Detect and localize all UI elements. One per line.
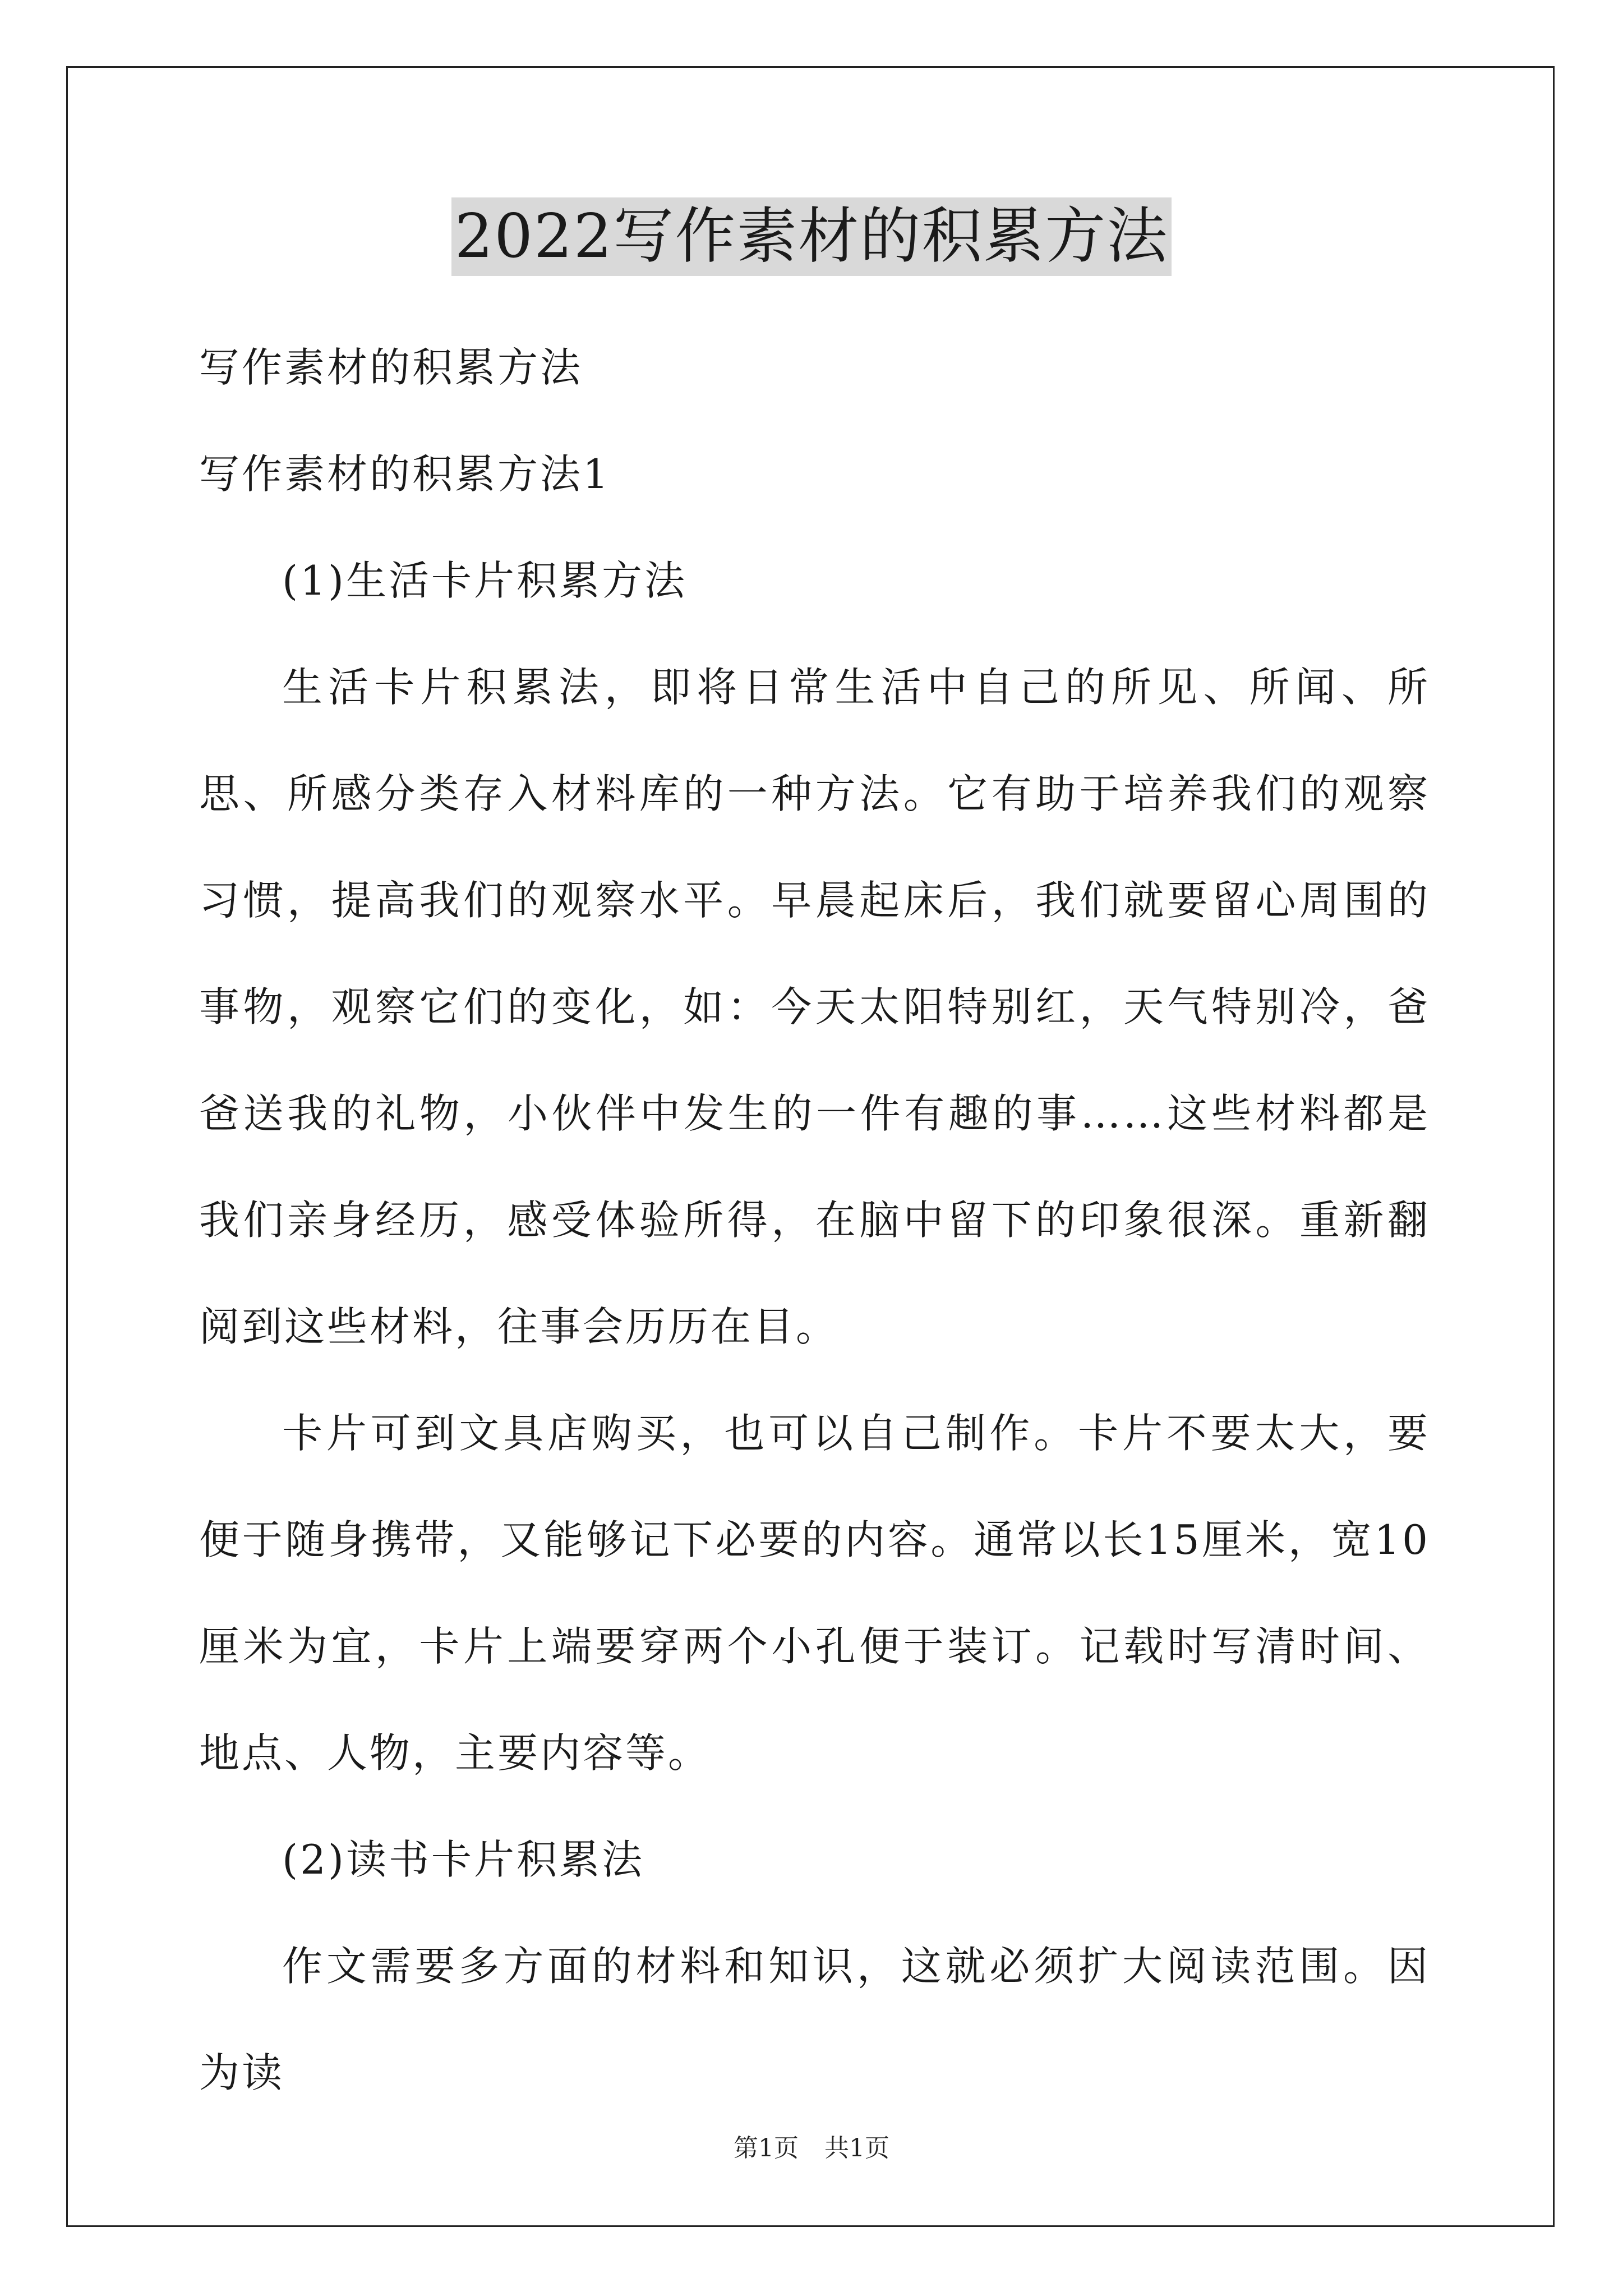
document-title: 2022写作素材的积累方法 <box>451 197 1172 276</box>
paragraph: (1)生活卡片积累方法 <box>282 557 687 604</box>
paragraph: 生活卡片积累法，即将日常生活中自己的所见、所闻、所思、所感分类存入材料库的一种方法。它有助于培养我们的观察习惯，提高我们的观察水平。早晨起床后，我们就要留心周围的事物，观察它们的变化，如：今天太阳特别红，天气特别冷，爸爸送我的礼物，小伙伴中发生的一件有趣的事……这些材料都是我们亲身经历，感受体验所得，在脑中留下的印象很深。重新翻阅到这些材料，往事会历历在目。 <box>199 664 1430 1350</box>
paragraph: 写作素材的积累方法1 <box>199 450 611 498</box>
page-footer <box>0 2132 1623 2165</box>
page-number-total: 共1页 <box>824 2134 889 2162</box>
paragraph: (2)读书卡片积累法 <box>282 1836 644 1883</box>
paragraph: 写作素材的积累方法 <box>199 344 583 391</box>
page-number-current: 第1页 <box>734 2134 799 2162</box>
document-body <box>199 314 1430 2126</box>
paragraph: 卡片可到文具店购买，也可以自己制作。卡片不要太大，要便于随身携带，又能够记下必要的内容。通常以长15厘米，宽10厘米为宜，卡片上端要穿两个小孔便于装订。记载时写清时间、地点、人物，主要内容等。 <box>199 1410 1430 1777</box>
paragraph: 作文需要多方面的材料和知识，这就必须扩大阅读范围。因为读 <box>199 1943 1430 2096</box>
title-container <box>0 197 1623 276</box>
